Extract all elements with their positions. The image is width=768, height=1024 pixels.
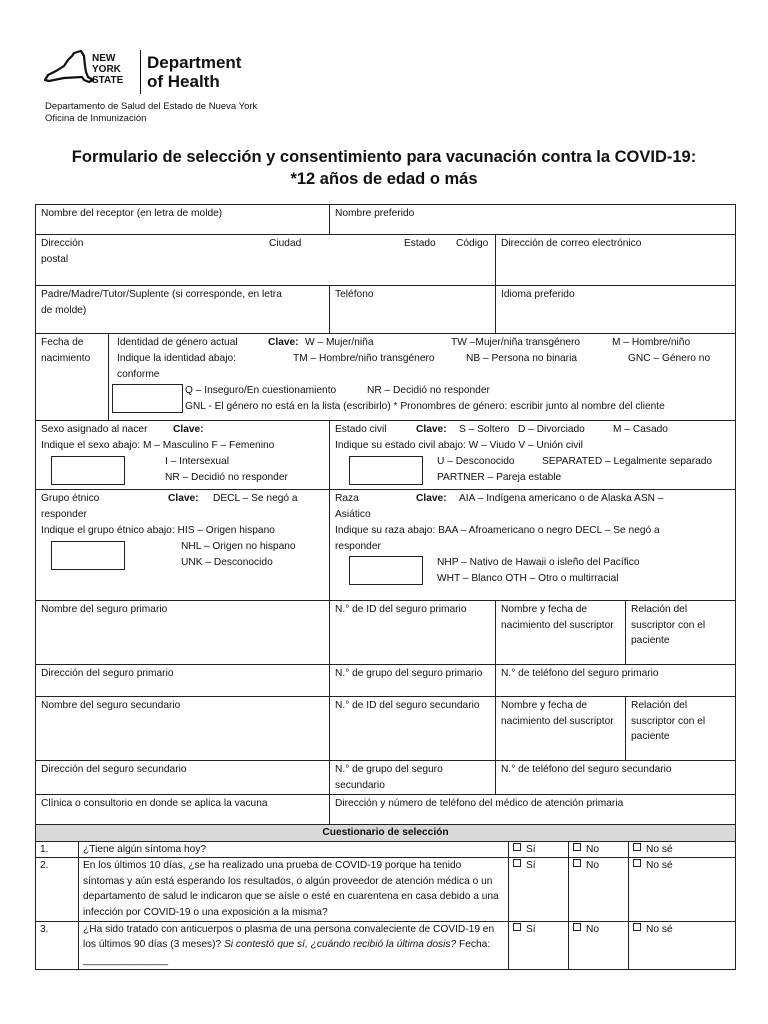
primary-insurance-name-field[interactable]: Nombre del seguro primario <box>36 601 330 665</box>
vaccination-clinic-field[interactable]: Clínica o consultorio en donde se aplica la vacuna <box>36 795 330 827</box>
primary-insurance-id-field[interactable]: N.° de ID del seguro primario <box>330 601 496 665</box>
ethnic-group-section: Grupo étnico Clave: DECL – Se negó a responder Indique el grupo étnico abajo: HIS – Origen hispano NHL – Origen no hispano UNK – Desconocido <box>36 490 330 601</box>
questionnaire-header: Cuestionario de selección <box>36 825 736 842</box>
secondary-insurance-address-field[interactable]: Dirección del seguro secundario <box>36 761 330 795</box>
question-row: 2. En los últimos 10 días, ¿se ha realizado una prueba de COVID-19 porque ha tenido síntomas y aún está esperando los resultados, o algún proveedor de atención médica o un departamento de salud le indicaron que se aísle o esté en cuarentena en casa debido a una infección por COVID-19 o una exposición a la misma? Sí No No sé <box>36 858 736 921</box>
marital-status-section: Estado civil Clave: S – Soltero D – Divorciado M – Casado Indique su estado civil abajo: W – Viudo V – Unión civil U – Desconocido SEPARATED – Legalmente separado PARTNER – Pareja estable <box>330 421 736 490</box>
q2-no-option[interactable]: No <box>569 858 629 921</box>
header <box>0 0 768 130</box>
guardian-field[interactable]: Padre/Madre/Tutor/Suplente (si corresponde, en letra de molde) <box>36 286 330 334</box>
q2-yes-option[interactable]: Sí <box>509 858 569 921</box>
q2-unsure-option[interactable]: No sé <box>629 858 736 921</box>
question-row: 3. ¿Ha sido tratado con anticuerpos o plasma de una persona convaleciente de COVID-19 en los últimos 90 días (3 meses)? Si contestó que sí, ¿cuándo recibió la última dosis? Fecha: _______________ Sí No No sé <box>36 921 736 969</box>
checkbox-icon[interactable] <box>513 923 521 931</box>
checkbox-icon[interactable] <box>633 923 641 931</box>
email-field[interactable]: Dirección de correo electrónico <box>496 235 736 286</box>
primary-relationship-field[interactable]: Relación del suscriptor con el paciente <box>626 601 736 665</box>
birthdate-field[interactable]: Fecha de nacimiento <box>36 334 109 421</box>
primary-care-doctor-field[interactable]: Dirección y número de teléfono del médico de atención primaria <box>330 795 736 827</box>
q1-unsure-option[interactable]: No sé <box>629 841 736 858</box>
secondary-insurance-id-field[interactable]: N.° de ID del seguro secundario <box>330 697 496 761</box>
gender-identity-section: Identidad de género actual Clave: W – Mujer/niña TW –Mujer/niña transgénero M – Hombre/niño Indique la identidad abajo: TM – Hombre/niño transgénero NB – Persona no binaria GNC – Género no conforme Q – Inseguro/En cuestionamiento NR – Decidió no responder GNL - El género no está en la lista (escribirlo) * Pronombres de género: escribir junto al nombre del cliente <box>109 334 736 421</box>
logo-state-text: NEW YORK STATE <box>92 53 124 86</box>
checkbox-icon[interactable] <box>633 843 641 851</box>
primary-insurance-address-field[interactable]: Dirección del seguro primario <box>36 665 330 697</box>
checkbox-icon[interactable] <box>513 843 521 851</box>
checkbox-icon[interactable] <box>573 923 581 931</box>
checkbox-icon[interactable] <box>573 843 581 851</box>
q3-unsure-option[interactable]: No sé <box>629 921 736 969</box>
postal-address-field[interactable]: Dirección postal Ciudad Estado Código <box>36 235 496 286</box>
primary-insurance-phone-field[interactable]: N.° de teléfono del seguro primario <box>496 665 736 697</box>
secondary-insurance-group-field[interactable]: N.° de grupo del seguro secundario <box>330 761 496 795</box>
ethnic-group-input[interactable] <box>51 541 125 570</box>
q1-no-option[interactable]: No <box>569 841 629 858</box>
race-section: Raza Clave: AIA – Indígena americano o de Alaska ASN – Asiático Indique su raza abajo: BAA – Afroamericano o negro DECL – Se negó a responder NHP – Nativo de Hawaii o isleño del Pacífico WHT – Blanco OTH – Otro o multirracial <box>330 490 736 601</box>
preferred-language-field[interactable]: Idioma preferido <box>496 286 736 334</box>
preferred-name-field[interactable]: Nombre preferido <box>330 205 736 235</box>
q3-no-option[interactable]: No <box>569 921 629 969</box>
secondary-insurance-name-field[interactable]: Nombre del seguro secundario <box>36 697 330 761</box>
checkbox-icon[interactable] <box>573 859 581 867</box>
logo-department-text: Department of Health <box>147 53 242 91</box>
recipient-form-table <box>35 204 736 827</box>
recipient-name-field[interactable]: Nombre del receptor (en letra de molde) <box>36 205 330 235</box>
secondary-subscriber-field[interactable]: Nombre y fecha de nacimiento del suscriptor <box>496 697 626 761</box>
checkbox-icon[interactable] <box>513 859 521 867</box>
primary-insurance-group-field[interactable]: N.° de grupo del seguro primario <box>330 665 496 697</box>
secondary-relationship-field[interactable]: Relación del suscriptor con el paciente <box>626 697 736 761</box>
page-title: Formulario de selección y consentimiento para vacunación contra la COVID-19: *12 años de edad o más <box>71 148 697 188</box>
marital-status-input[interactable] <box>349 456 423 485</box>
gender-identity-input[interactable] <box>112 384 183 413</box>
q1-yes-option[interactable]: Sí <box>509 841 569 858</box>
q3-yes-option[interactable]: Sí <box>509 921 569 969</box>
race-input[interactable] <box>349 556 423 585</box>
department-subtitle: Departamento de Salud del Estado de Nueva York Oficina de Inmunización <box>45 101 258 124</box>
ny-state-map-icon <box>44 50 94 90</box>
sex-at-birth-input[interactable] <box>51 456 125 485</box>
question-row: 1. ¿Tiene algún síntoma hoy? Sí No No sé <box>36 841 736 858</box>
sex-at-birth-section: Sexo asignado al nacer Clave: Indique el sexo abajo: M – Masculino F – Femenino I – Intersexual NR – Decidió no responder <box>36 421 330 490</box>
secondary-insurance-phone-field[interactable]: N.° de teléfono del seguro secundario <box>496 761 736 795</box>
logo-divider <box>140 50 141 94</box>
checkbox-icon[interactable] <box>633 859 641 867</box>
screening-questionnaire-table <box>35 824 736 970</box>
primary-subscriber-field[interactable]: Nombre y fecha de nacimiento del suscriptor <box>496 601 626 665</box>
phone-field[interactable]: Teléfono <box>330 286 496 334</box>
